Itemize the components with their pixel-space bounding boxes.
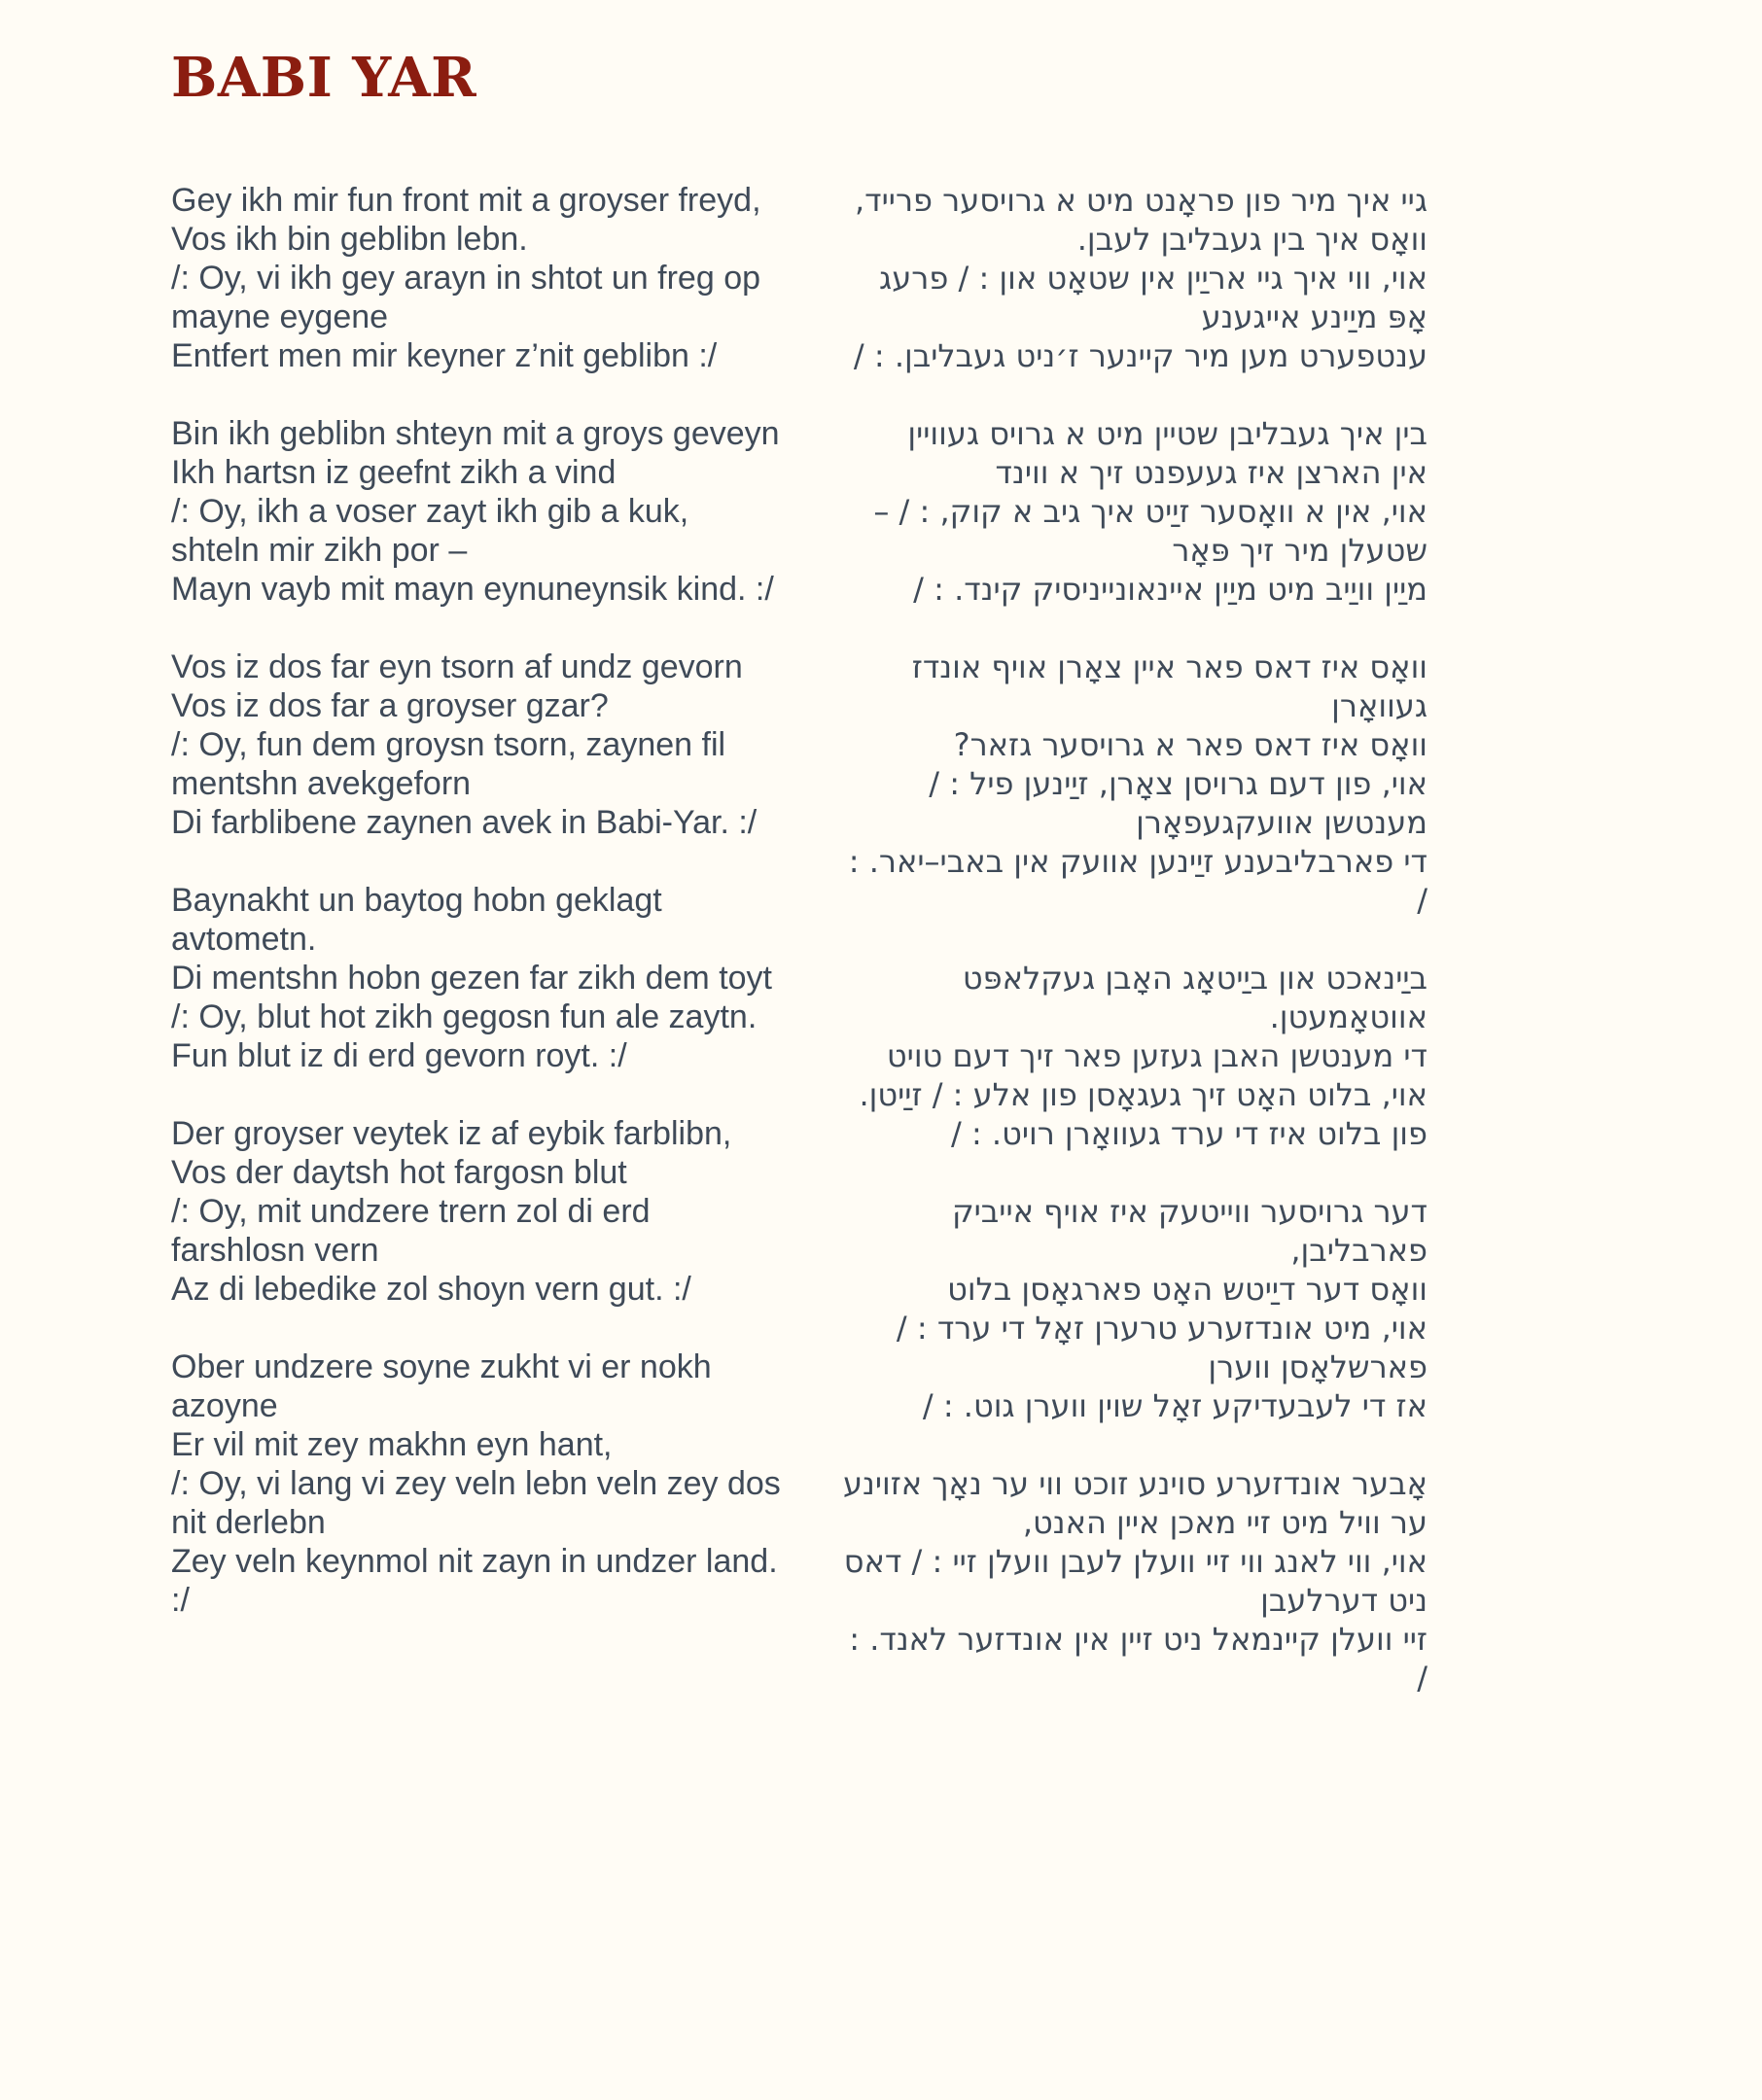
yiddish-line: ביַינאכט און ביַיטאָג האָבן געקלאפּט אווטאָמעטן.	[962, 960, 1427, 1035]
yiddish-line: וואָס איז דאס פאר א גרויסער גזאר?	[953, 726, 1427, 763]
yiddish-column	[831, 181, 1427, 1736]
transliteration-stanza	[171, 181, 784, 375]
yiddish-line: אוי, ווי איך גיי אריַין אין שטאָט און : / פרעג אָפּ מיַינע אייגענע	[879, 260, 1427, 335]
yiddish-stanza	[831, 414, 1427, 609]
yiddish-line: וואָס דער דיַיטש האָט פארגאָסן בלוט	[947, 1271, 1427, 1308]
transliteration-line: Vos der daytsh hot fargosn blut	[171, 1154, 627, 1191]
transliteration-line: Fun blut iz di erd gevorn royt. :/	[171, 1037, 627, 1074]
transliteration-line: Gey ikh mir fun front mit a groyser freyd,	[171, 182, 761, 219]
transliteration-stanza	[171, 881, 784, 1075]
transliteration-line: Vos ikh bin geblibn lebn.	[171, 221, 528, 258]
yiddish-line: וואָס איז דאס פאר איין צאָרן אויף אונדז געוואָרן	[911, 648, 1427, 724]
transliteration-line: Ikh hartsn iz geefnt zikh a vind	[171, 454, 617, 491]
yiddish-line: אוי, ווי לאנג ווי זיי וועלן לעבן וועלן זיי : / דאס ניט דערלעבן	[843, 1543, 1427, 1619]
yiddish-line: אין הארצן איז געעפנט זיך א ווינד	[995, 454, 1427, 491]
transliteration-line: /: Oy, fun dem groysn tsorn, zaynen fil mentshn avekgeforn	[171, 726, 726, 802]
yiddish-line: אוי, בלוט האָט זיך געגאָסן פון אלע : / זיַיטן.	[859, 1076, 1427, 1113]
transliteration-column	[171, 181, 784, 1659]
transliteration-line: Mayn vayb mit mayn eynuneynsik kind. :/	[171, 571, 774, 608]
transliteration-stanza	[171, 414, 784, 609]
yiddish-line: אז די לעבעדיקע זאָל שוין ווערן גוט. : /	[922, 1387, 1427, 1424]
transliteration-line: Zey veln keynmol nit zayn in undzer land. :/	[171, 1543, 778, 1619]
transliteration-line: Baynakht un baytog hobn geklagt avtometn.	[171, 882, 662, 958]
yiddish-line: גיי איך מיר פון פראָנט מיט א גרויסער פרייד,	[855, 182, 1427, 219]
yiddish-line: אוי, אין א וואָסער זיַיט איך גיב א קוק, : / – שטעלן מיר זיך פּאָר	[873, 493, 1427, 569]
transliteration-line: Az di lebedike zol shoyn vern gut. :/	[171, 1271, 691, 1308]
yiddish-line: אָבער אונדזערע סוינע זוכט ווי ער נאָך אזוינע	[843, 1465, 1427, 1502]
yiddish-stanza	[831, 959, 1427, 1153]
transliteration-stanza	[171, 1348, 784, 1620]
yiddish-line: ער וויל מיט זיי מאכן איין האנט,	[1022, 1504, 1427, 1541]
transliteration-line: Vos iz dos far a groyser gzar?	[171, 687, 609, 724]
yiddish-line: די מענטשן האבן געזען פאר זיך דעם טויט	[886, 1037, 1427, 1074]
yiddish-line: דער גרויסער ווייטעק איז אויף אייביק פארבליבן,	[951, 1193, 1427, 1269]
transliteration-line: /: Oy, vi ikh gey arayn in shtot un freg op mayne eygene	[171, 260, 761, 335]
yiddish-line: אוי, מיט אונדזערע טרערן זאָל די ערד : / פארשלאָסן ווערן	[896, 1310, 1427, 1385]
transliteration-line: Vos iz dos far eyn tsorn af undz gevorn	[171, 648, 743, 685]
transliteration-line: Di mentshn hobn gezen far zikh dem toyt	[171, 960, 772, 997]
transliteration-line: Ober undzere soyne zukht vi er nokh azoyne	[171, 1348, 712, 1424]
yiddish-stanza	[831, 648, 1427, 920]
yiddish-line: וואָס איך בין געבליבן לעבן.	[1076, 221, 1427, 258]
transliteration-line: Di farblibene zaynen avek in Babi-Yar. :/	[171, 804, 758, 841]
transliteration-stanza	[171, 648, 784, 842]
yiddish-stanza	[831, 181, 1427, 375]
yiddish-line: פון בלוט איז די ערד געוואָרן רויט. : /	[950, 1115, 1427, 1152]
yiddish-line: בין איך געבליבן שטיין מיט א גרויס געוויין	[907, 415, 1427, 452]
yiddish-stanza	[831, 1464, 1427, 1698]
transliteration-line: Entfert men mir keyner z’nit geblibn :/	[171, 337, 718, 374]
transliteration-line: /: Oy, mit undzere trern zol di erd farshlosn vern	[171, 1193, 651, 1269]
yiddish-line: ענטפערט מען מיר קיינער ז׳ניט געבליבן. : /	[853, 337, 1427, 374]
transliteration-line: /: Oy, vi lang vi zey veln lebn veln zey dos nit derlebn	[171, 1465, 781, 1541]
transliteration-line: Bin ikh geblibn shteyn mit a groys geveyn	[171, 415, 780, 452]
yiddish-line: זיי וועלן קיינמאל ניט זיין אין אונדזער לאנד. : /	[849, 1621, 1427, 1697]
transliteration-line: /: Oy, ikh a voser zayt ikh gib a kuk, shteln mir zikh por –	[171, 493, 689, 569]
yiddish-stanza	[831, 1192, 1427, 1425]
yiddish-line: די פארבליבענע זיַינען אוועק אין באבי–יאר. : /	[848, 843, 1427, 919]
transliteration-line: Der groyser veytek iz af eybik farblibn,	[171, 1115, 732, 1152]
yiddish-line: אוי, פון דעם גרויסן צאָרן, זיַינען פיל : / מענטשן אוועקגעפאָרן	[929, 765, 1427, 841]
transliteration-line: Er vil mit zey makhn eyn hant,	[171, 1426, 613, 1463]
yiddish-line: מיַין וויַיב מיט מיַין איינאונייניסיק קינד. : /	[913, 571, 1427, 608]
transliteration-line: /: Oy, blut hot zikh gegosn fun ale zaytn.	[171, 998, 758, 1035]
transliteration-stanza	[171, 1114, 784, 1309]
page-title: BABI YAR	[171, 46, 477, 110]
